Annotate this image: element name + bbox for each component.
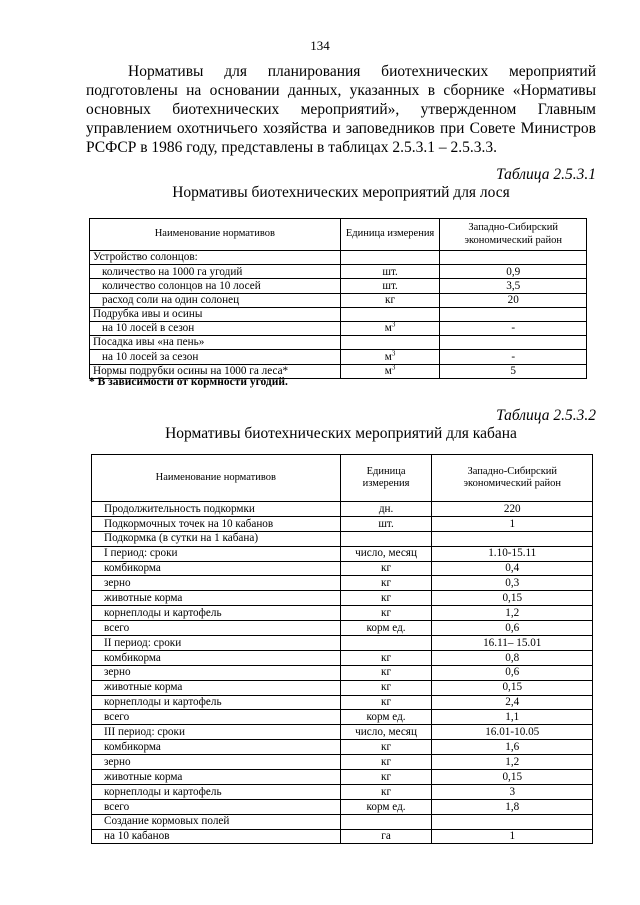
row-name: Продолжительность подкормки bbox=[92, 502, 341, 517]
table-row bbox=[92, 680, 593, 695]
row-value: 0,6 bbox=[432, 621, 593, 636]
row-name: животные корма bbox=[92, 680, 341, 695]
table-row bbox=[92, 546, 593, 561]
row-name: на 10 лосей в сезон bbox=[90, 321, 341, 335]
row-unit: кг bbox=[340, 784, 432, 799]
row-value: 1.10-15.11 bbox=[432, 546, 593, 561]
row-unit: кг bbox=[340, 665, 432, 680]
table-row bbox=[92, 516, 593, 531]
row-unit: корм ед. bbox=[340, 799, 432, 814]
row-value: 1,2 bbox=[432, 755, 593, 770]
row-unit: кг bbox=[340, 591, 432, 606]
row-name: зерно bbox=[92, 576, 341, 591]
row-unit: $м^3$ bbox=[340, 350, 440, 364]
table-title: Нормативы биотехнических мероприятий для лося bbox=[172, 184, 510, 201]
row-name: Посадка ивы «на пень» bbox=[90, 336, 341, 350]
row-unit: корм ед. bbox=[340, 710, 432, 725]
row-unit: га bbox=[340, 829, 432, 844]
table-row bbox=[92, 725, 593, 740]
row-name: комбикорма bbox=[92, 561, 341, 576]
row-value: 0,15 bbox=[432, 770, 593, 785]
row-value bbox=[440, 251, 587, 265]
header-unit: Единица измерения bbox=[340, 455, 432, 502]
table-footnote: * В зависимости от кормности угодий. bbox=[89, 376, 288, 388]
table-header-row bbox=[90, 219, 587, 251]
row-unit: кг bbox=[340, 755, 432, 770]
row-value bbox=[432, 814, 593, 829]
header-name: Наименование нормативов bbox=[92, 455, 341, 502]
row-value: 0,8 bbox=[432, 650, 593, 665]
table-row bbox=[92, 740, 593, 755]
row-value: 1,2 bbox=[432, 606, 593, 621]
row-value: 1 bbox=[432, 516, 593, 531]
row-name: корнеплоды и картофель bbox=[92, 784, 341, 799]
row-name: всего bbox=[92, 621, 341, 636]
row-name: животные корма bbox=[92, 770, 341, 785]
table-row bbox=[92, 770, 593, 785]
row-name: Нормы подрубки осины на 1000 га леса* bbox=[90, 364, 341, 378]
table-row bbox=[90, 293, 587, 307]
header-region: Западно-Сибирский экономический район bbox=[432, 455, 593, 502]
row-name: зерно bbox=[92, 665, 341, 680]
row-name: Устройство солонцов: bbox=[90, 251, 341, 265]
row-value: 1 bbox=[432, 829, 593, 844]
row-name: всего bbox=[92, 799, 341, 814]
row-unit bbox=[340, 636, 432, 651]
table-row bbox=[92, 576, 593, 591]
row-value: 20 bbox=[440, 293, 587, 307]
table-row bbox=[92, 502, 593, 517]
row-unit bbox=[340, 814, 432, 829]
row-name: комбикорма bbox=[92, 650, 341, 665]
row-value: 0,15 bbox=[432, 591, 593, 606]
unit-superscript: 3 bbox=[391, 364, 396, 372]
row-value bbox=[432, 531, 593, 546]
boar-norms-table bbox=[91, 454, 593, 844]
row-name: расход соли на один солонец bbox=[90, 293, 341, 307]
table-row bbox=[92, 621, 593, 636]
row-value: 2,4 bbox=[432, 695, 593, 710]
row-unit: шт. bbox=[340, 265, 440, 279]
row-name: I период: сроки bbox=[92, 546, 341, 561]
table-row bbox=[92, 814, 593, 829]
row-value: 3,5 bbox=[440, 279, 587, 293]
row-value: 3 bbox=[432, 784, 593, 799]
table-row bbox=[90, 251, 587, 265]
row-value bbox=[440, 336, 587, 350]
row-name: комбикорма bbox=[92, 740, 341, 755]
table-label: Таблица 2.5.3.1 bbox=[496, 166, 596, 183]
row-name: Создание кормовых полей bbox=[92, 814, 341, 829]
page-number: 134 bbox=[310, 38, 330, 53]
unit-superscript: 3 bbox=[391, 321, 396, 329]
row-name: корнеплоды и картофель bbox=[92, 606, 341, 621]
table-row bbox=[92, 695, 593, 710]
row-unit: шт. bbox=[340, 516, 432, 531]
table-row bbox=[92, 710, 593, 725]
row-unit: кг bbox=[340, 293, 440, 307]
row-unit: шт. bbox=[340, 279, 440, 293]
row-name: на 10 лосей за сезон bbox=[90, 350, 341, 364]
table-row bbox=[92, 606, 593, 621]
row-name: зерно bbox=[92, 755, 341, 770]
table-row bbox=[92, 799, 593, 814]
row-name: Подкормка (в сутки на 1 кабана) bbox=[92, 531, 341, 546]
row-unit bbox=[340, 336, 440, 350]
row-unit: корм ед. bbox=[340, 621, 432, 636]
row-name: количество на 1000 га угодий bbox=[90, 265, 341, 279]
row-name: количество солонцов на 10 лосей bbox=[90, 279, 341, 293]
row-value bbox=[440, 307, 587, 321]
header-name: Наименование нормативов bbox=[90, 219, 341, 251]
unit-superscript: 3 bbox=[391, 349, 396, 357]
row-unit: $м^3$ bbox=[340, 364, 440, 378]
row-unit: кг bbox=[340, 561, 432, 576]
row-value: 0,4 bbox=[432, 561, 593, 576]
table-row bbox=[92, 829, 593, 844]
row-value: 16.01-10.05 bbox=[432, 725, 593, 740]
table-row bbox=[90, 307, 587, 321]
row-unit bbox=[340, 251, 440, 265]
table-row bbox=[92, 636, 593, 651]
row-name: Подрубка ивы и осины bbox=[90, 307, 341, 321]
row-value: 16.11– 15.01 bbox=[432, 636, 593, 651]
row-value: 0,3 bbox=[432, 576, 593, 591]
table-row bbox=[92, 665, 593, 680]
table-header-row bbox=[92, 455, 593, 502]
row-name: Подкормочных точек на 10 кабанов bbox=[92, 516, 341, 531]
table-row bbox=[92, 784, 593, 799]
table-row bbox=[90, 336, 587, 350]
row-name: корнеплоды и картофель bbox=[92, 695, 341, 710]
table-row bbox=[92, 755, 593, 770]
row-unit: кг bbox=[340, 695, 432, 710]
row-value: 0,9 bbox=[440, 265, 587, 279]
row-unit: кг bbox=[340, 650, 432, 665]
row-name: всего bbox=[92, 710, 341, 725]
row-name: II период: сроки bbox=[92, 636, 341, 651]
table-row bbox=[90, 350, 587, 364]
row-value: 0,15 bbox=[432, 680, 593, 695]
row-unit: кг bbox=[340, 680, 432, 695]
row-unit: кг bbox=[340, 606, 432, 621]
row-value: - bbox=[440, 321, 587, 335]
table-row bbox=[90, 265, 587, 279]
table-row bbox=[90, 321, 587, 335]
table-row bbox=[92, 561, 593, 576]
table-title: Нормативы биотехнических мероприятий для кабана bbox=[165, 425, 517, 442]
row-value: 1,8 bbox=[432, 799, 593, 814]
row-value: 1,1 bbox=[432, 710, 593, 725]
row-unit: число, месяц bbox=[340, 546, 432, 561]
row-unit: кг bbox=[340, 770, 432, 785]
row-unit: число, месяц bbox=[340, 725, 432, 740]
row-value: 1,6 bbox=[432, 740, 593, 755]
row-unit: дн. bbox=[340, 502, 432, 517]
header-unit: Единица измерения bbox=[340, 219, 440, 251]
row-name: III период: сроки bbox=[92, 725, 341, 740]
row-unit: $м^3$ bbox=[340, 321, 440, 335]
table-row bbox=[90, 279, 587, 293]
row-unit bbox=[340, 307, 440, 321]
moose-norms-table bbox=[89, 218, 587, 379]
table-row bbox=[92, 591, 593, 606]
row-value: 0,6 bbox=[432, 665, 593, 680]
row-value: 220 bbox=[432, 502, 593, 517]
row-unit bbox=[340, 531, 432, 546]
intro-paragraph: Нормативы для планирования биотехнических мероприятий подготовлены на основании данных, указанных в сборнике «Нормативы основных биотехнических мероприятий», утвержденном Главным управлением охотничьего хозяйства и заповедников при Совете Министров РСФСР в 1986 году, представлены в таблицах 2.5.3.1 – 2.5.3.3. bbox=[86, 63, 596, 156]
row-unit: кг bbox=[340, 740, 432, 755]
row-value: 5 bbox=[440, 364, 587, 378]
row-value: - bbox=[440, 350, 587, 364]
table-label: Таблица 2.5.3.2 bbox=[496, 407, 596, 424]
table-row bbox=[92, 531, 593, 546]
row-unit: кг bbox=[340, 576, 432, 591]
row-name: животные корма bbox=[92, 591, 341, 606]
table-row bbox=[92, 650, 593, 665]
header-region: Западно-Сибирский экономический район bbox=[440, 219, 587, 251]
row-name: на 10 кабанов bbox=[92, 829, 341, 844]
